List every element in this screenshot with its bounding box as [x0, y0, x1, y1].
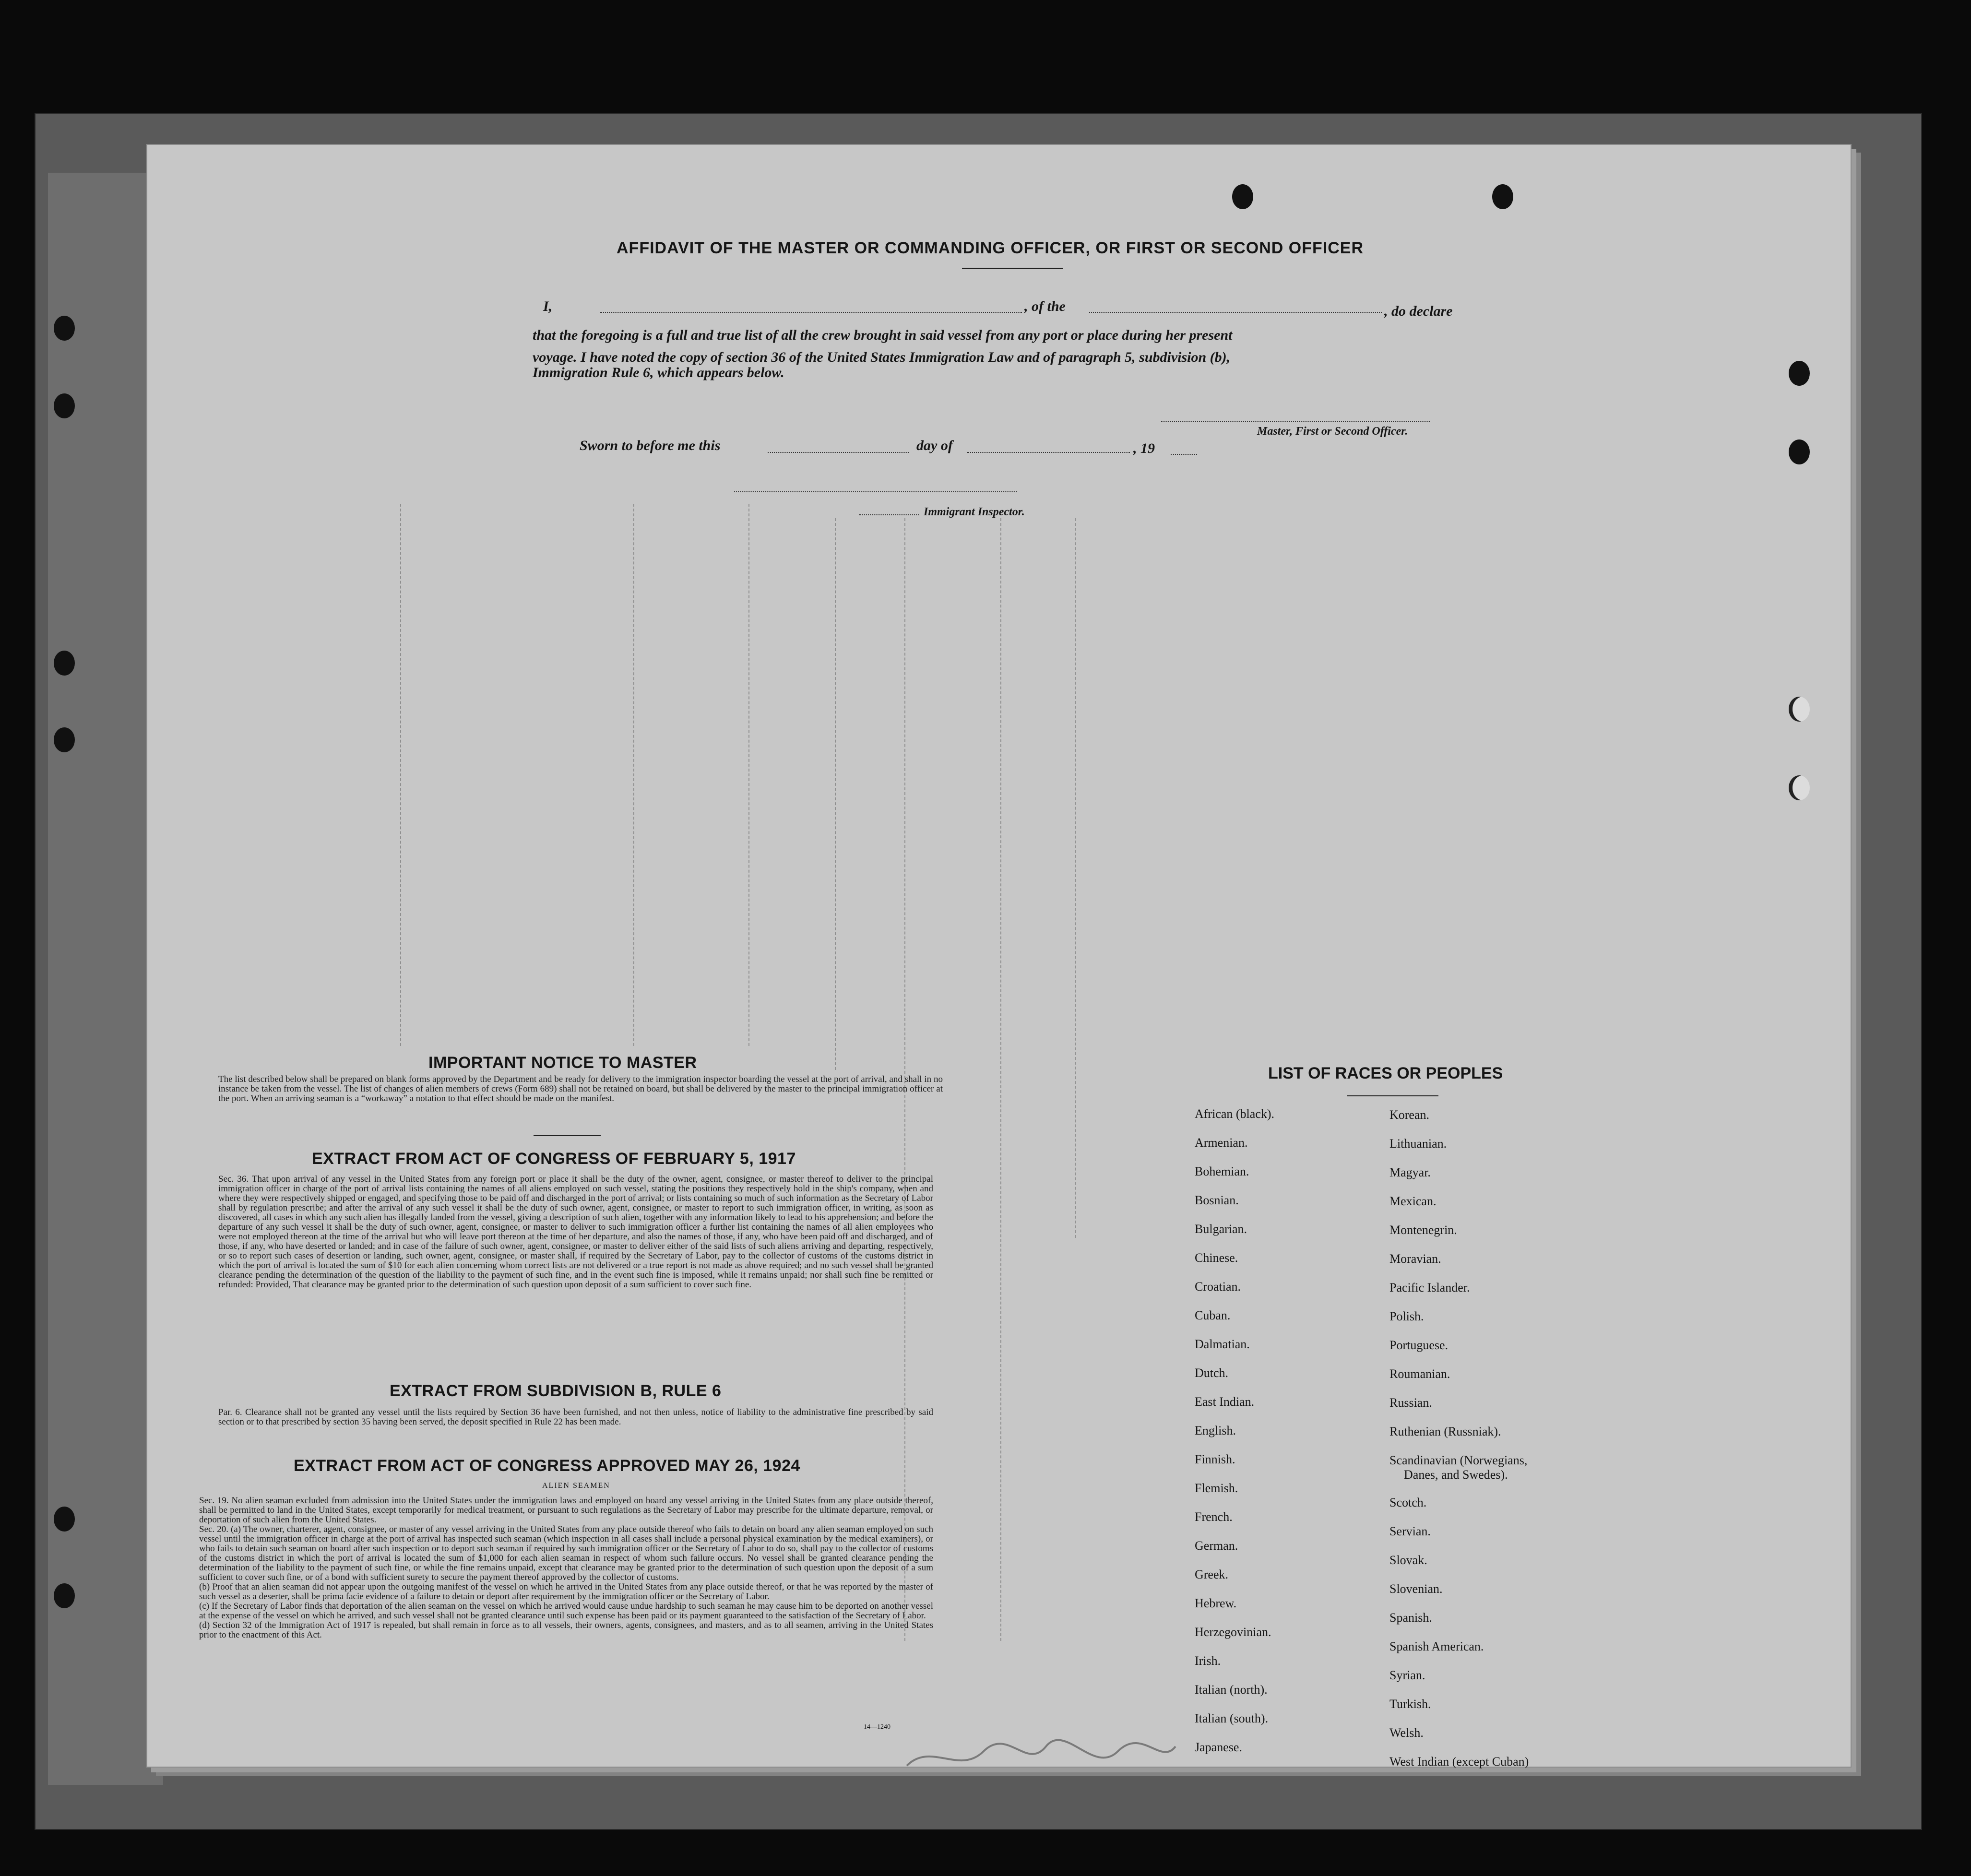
- race-item: Welsh.: [1389, 1726, 1424, 1740]
- sworn-year: , 19: [1133, 440, 1155, 456]
- punch-hole: [54, 393, 75, 418]
- race-item: Montenegrin.: [1389, 1223, 1457, 1237]
- race-item: Scotch.: [1389, 1496, 1427, 1509]
- race-item: Slovak.: [1389, 1553, 1427, 1567]
- sworn-text: Sworn to before me this: [580, 438, 721, 453]
- master-signature-line[interactable]: [1161, 421, 1430, 422]
- inspector-dots: [859, 514, 919, 515]
- punch-hole: [1232, 184, 1253, 209]
- race-item: Dutch.: [1195, 1366, 1229, 1380]
- notice-body: The list described below shall be prepared on blank forms approved by the Department and be ready for delivery to the immigration inspector boarding the vessel at the port of arrival, and shall in no instance be taken from the vessel. The list of changes of alien members of crews (Form 689) shall not be retained on board, but shall be delivered by the master to the principal immigration officer at the port. When an arriving seaman is a “workaway” a notation to that effect should be made on the manifest.: [218, 1074, 943, 1104]
- sworn-day-blank[interactable]: [768, 452, 909, 453]
- punch-hole: [54, 1507, 75, 1532]
- race-item: Italian (south).: [1195, 1711, 1269, 1725]
- race-item: African (black).: [1195, 1107, 1275, 1121]
- race-item: Italian (north).: [1195, 1683, 1268, 1697]
- race-item: Finnish.: [1195, 1452, 1235, 1466]
- race-item: Bulgarian.: [1195, 1222, 1247, 1236]
- race-item: Japanese.: [1195, 1740, 1242, 1754]
- name-blank[interactable]: [600, 312, 1022, 313]
- affidavit-line1-start: I,: [543, 298, 553, 314]
- inspector-label: Immigrant Inspector.: [924, 506, 1025, 518]
- race-item: Spanish.: [1389, 1611, 1432, 1625]
- extract-1917-body: Sec. 36. That upon arrival of any vessel in the United States from any foreign port or place it shall be the duty of the owner, agent, consignee, or master thereof to deliver to the principal immigration officer in charge of the port of arrival lists containing the names of all aliens employed on such vessel, stating the positions they respectively hold in the ship's company, when and where they were respectively shipped or engaged, and specifying those to be paid off and discharged in the port of arrival; or lists containing so much of such information as the Secretary of Labor shall by regulation prescribe; and after the arrival of any such vessel it shall be the duty of such owner, agent, consignee, or master to report to such immigration officer, in writing, as soon as discovered, all cases in which any such alien has illegally landed from the vessel, giving a description of such alien, together with any information likely to lead to his apprehension; and before the departure of any such vessel it shall be the duty of such owner, agent, consignee, or master to deliver to such immigration officer a further list containing the names of all alien employees who were not employed thereon at the time of the arrival but who will leave port thereon at the time of her departure, and also the names of those, if any, who have been paid off and discharged, and of those, if any, who have deserted or landed; and in case of the failure of such owner, agent, consignee, or master to deliver either of the said lists of such aliens arriving and departing, respectively, or so to report such cases of desertion or landing, such owner, agent, consignee, or master shall, if required by the Secretary of Labor, pay to the collector of customs of the customs district in which the port of arrival is located the sum of $10 for each alien concerning whom correct lists are not delivered or a true report is not made as above required; and no such vessel shall be granted clearance pending the determination of the question of the liability to the payment of such fine, and in the event such fine is imposed, while it remains unpaid; nor shall such fine be remitted or refunded: Provided, That clearance may be granted prior to the determination of such question upon deposit of a sum sufficient to cover such fine.: [218, 1174, 933, 1290]
- punch-hole: [1789, 775, 1810, 800]
- race-item: French.: [1195, 1510, 1233, 1524]
- race-item: East Indian.: [1195, 1395, 1255, 1409]
- race-item: Russian.: [1389, 1396, 1432, 1410]
- column-line: [748, 504, 749, 1046]
- race-item: Bohemian.: [1195, 1164, 1249, 1178]
- race-item: Danes, and Swedes).: [1404, 1468, 1508, 1482]
- punch-hole: [54, 1583, 75, 1608]
- notice-rule: [534, 1135, 601, 1136]
- races-rule: [1347, 1095, 1438, 1096]
- punch-hole: [1789, 697, 1810, 722]
- affidavit-title: AFFIDAVIT OF THE MASTER OR COMMANDING OFFICER, OR FIRST OR SECOND OFFICER: [617, 239, 1364, 257]
- race-item: Dalmatian.: [1195, 1337, 1250, 1351]
- race-item: Greek.: [1195, 1567, 1229, 1581]
- punch-hole: [54, 651, 75, 676]
- affidavit-line1-mid: , of the: [1024, 298, 1066, 314]
- race-item: English.: [1195, 1424, 1236, 1437]
- title-rule: [962, 268, 1063, 269]
- sworn-year-blank[interactable]: [1171, 454, 1197, 455]
- sworn-month-blank[interactable]: [967, 452, 1130, 453]
- affidavit-line3: voyage. I have noted the copy of section 36 of the United States Immigration Law and of paragraph 5, subdivision (b),: [533, 349, 1231, 365]
- race-item: Lithuanian.: [1389, 1137, 1447, 1151]
- race-item: Slovenian.: [1389, 1582, 1443, 1596]
- race-item: Turkish.: [1389, 1697, 1431, 1711]
- race-item: Hebrew.: [1195, 1596, 1237, 1610]
- sworn-day-of: day of: [916, 438, 953, 453]
- race-item: Bosnian.: [1195, 1193, 1239, 1207]
- race-item: Scandinavian (Norwegians,: [1389, 1453, 1528, 1467]
- punch-hole: [1789, 439, 1810, 464]
- race-item: Herzegovinian.: [1195, 1625, 1271, 1639]
- race-item: Magyar.: [1389, 1165, 1431, 1179]
- race-item: Armenian.: [1195, 1136, 1248, 1150]
- extract-rule6-body: Par. 6. Clearance shall not be granted any vessel until the lists required by Section 36 have been furnished, and not then unless, notice of liability to the administrative fine prescribed by said section or to that prescribed by section 35 having been served, the deposit specified in Rule 22 has been made.: [218, 1407, 933, 1427]
- signature-scrawl: [902, 1732, 1180, 1780]
- extract-rule6-title: EXTRACT FROM SUBDIVISION B, RULE 6: [390, 1382, 722, 1400]
- race-item: Portuguese.: [1389, 1338, 1449, 1352]
- races-title: LIST OF RACES OR PEOPLES: [1268, 1064, 1503, 1082]
- race-item: Cuban.: [1195, 1308, 1231, 1322]
- race-item: Ruthenian (Russniak).: [1389, 1425, 1501, 1438]
- notice-title: IMPORTANT NOTICE TO MASTER: [428, 1054, 697, 1072]
- race-item: Pacific Islander.: [1389, 1281, 1470, 1294]
- master-label: Master, First or Second Officer.: [1257, 425, 1408, 438]
- punch-hole: [54, 727, 75, 752]
- column-line: [1075, 518, 1076, 1238]
- alien-seamen-subtitle: ALIEN SEAMEN: [542, 1482, 610, 1490]
- column-line: [835, 518, 836, 1070]
- affidavit-line4: Immigration Rule 6, which appears below.: [533, 365, 784, 380]
- race-item: Polish.: [1389, 1309, 1424, 1323]
- affidavit-line2: that the foregoing is a full and true list of all the crew brought in said vessel from any port or place during her present: [533, 327, 1233, 343]
- race-item: Mexican.: [1389, 1194, 1437, 1208]
- race-item: Spanish American.: [1389, 1639, 1484, 1653]
- race-item: Syrian.: [1389, 1668, 1425, 1682]
- punch-hole: [1492, 184, 1513, 209]
- race-item: Korean.: [1389, 1108, 1430, 1122]
- punch-hole: [54, 316, 75, 341]
- extract-1924-title: EXTRACT FROM ACT OF CONGRESS APPROVED MAY 26, 1924: [294, 1457, 800, 1475]
- race-item: Croatian.: [1195, 1280, 1241, 1294]
- race-item: Chinese.: [1195, 1251, 1238, 1265]
- vessel-blank[interactable]: [1089, 312, 1382, 313]
- column-line: [633, 504, 634, 1046]
- extract-1917-title: EXTRACT FROM ACT OF CONGRESS OF FEBRUARY 5, 1917: [312, 1150, 796, 1168]
- punch-hole: [1789, 361, 1810, 386]
- affidavit-line1-end: , do declare: [1384, 303, 1453, 319]
- column-line: [400, 504, 401, 1046]
- race-item: Flemish.: [1195, 1481, 1238, 1495]
- race-item: Roumanian.: [1389, 1367, 1450, 1381]
- form-number: 14—1240: [864, 1723, 891, 1731]
- race-item: Moravian.: [1389, 1252, 1441, 1266]
- race-item: German.: [1195, 1539, 1238, 1553]
- race-item: Irish.: [1195, 1654, 1221, 1668]
- column-line: [1000, 518, 1001, 1641]
- race-item: Servian.: [1389, 1524, 1431, 1538]
- inspector-signature-line[interactable]: [734, 491, 1017, 492]
- extract-1924-body: Sec. 19. No alien seaman excluded from admission into the United States under the immigration laws and employed on board any vessel arriving in the United States from any place outside thereof, shall be permitted to land in the United States, except temporarily for medical treatment, or pursuant to such regulations as the Secretary of Labor may prescribe for the ultimate departure, removal, or deportation of such alien from the United States. Sec. 20. (a) The owner, charterer, agent, consignee, or master of any vessel arriving in the United States from any place outside thereof who fails to detain on board any alien seaman employed on such vessel until the immigration officer in charge at the port of arrival has inspected such seaman (which inspection in all cases shall include a personal physical examination by the medical examiners), or who fails to detain such seaman on board after such inspection or to deport such seaman if required by such immigration officer or the Secretary of Labor to do so, shall pay to the collector of customs of the customs district in which the port of arrival is located the sum of $1,000 for each alien seaman in respect of whom such failure occurs. No vessel shall be granted clearance pending the determination of the liability to the payment of such fine, or while the fine remains unpaid, except that clearance may be granted prior to the determination of such question upon the deposit of a sum sufficient to cover such fine, or of a bond with sufficient surety to secure the payment thereof approved by the collector of customs. (b) Proof that an alien seaman did not appear upon the outgoing manifest of the vessel on which he arrived in the United States from any place outside thereof, or that he was reported by the master of such vessel as a deserter, shall be prima facie evidence of a failure to detain or deport after requirement by the immigration officer or the Secretary of Labor. (c) If the Secretary of Labor finds that deportation of the alien seaman on the vessel on which he arrived would cause undue hardship to such seaman he may cause him to be deported on another vessel at the expense of the vessel on which he arrived, and such vessel shall not be granted clearance until such expense has been paid or its payment guaranteed to the satisfaction of the Secretary of Labor. (d) Section 32 of the Immigration Act of 1917 is repealed, but shall remain in force as to all vessels, their owners, agents, consignees, and masters, and as to all seamen, arriving in the United States prior to the enactment of this Act.: [199, 1496, 933, 1640]
- race-item: West Indian (except Cuban): [1389, 1755, 1529, 1769]
